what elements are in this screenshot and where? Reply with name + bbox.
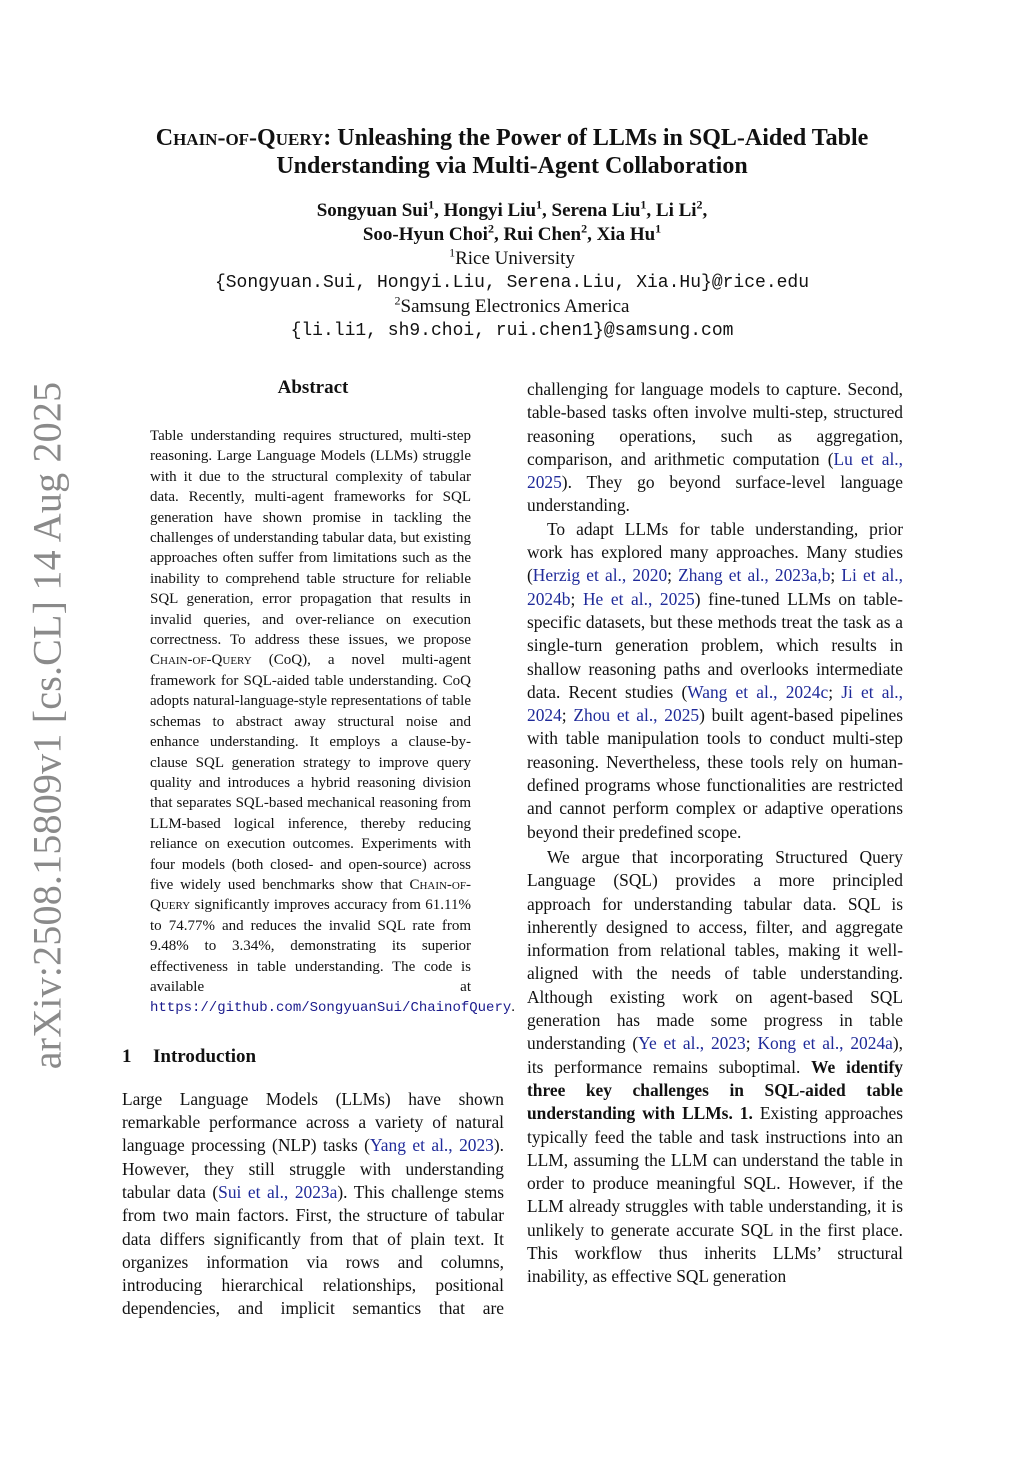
citation-link[interactable]: Li et al., 2024b [527, 565, 903, 609]
method-name: Chain-of-Query [150, 876, 471, 914]
text-segment: Large Language Models (LLMs) have shown remarkable performance across a variety of natural language processing (NLP) tasks ( [122, 1088, 504, 1156]
citation-link[interactable]: Ji et al., 2024 [527, 681, 903, 726]
affiliation-mark: 1 [428, 197, 435, 212]
title-method-name: Chain-of-Query [155, 125, 324, 151]
author-name: , Serena Liu [542, 200, 641, 221]
text-segment: We argue that incorporating Structured Query Language (SQL) provides a more principled approach for understanding tabular data. SQL is inherently designed to access, filter, and aggregate information from relational tables, making it well-aligned with the needs of table understanding. Although existing work on agent-based SQL generation has made some progress in table understanding ( [527, 846, 903, 1054]
text-segment: ; [830, 565, 842, 586]
affiliation-mark: 1 [640, 197, 647, 212]
affiliation-name: Samsung Electronics America [400, 296, 630, 317]
text-segment: ; [828, 681, 842, 702]
affiliation-mark: 1 [536, 197, 543, 212]
affiliation-mark: 2 [581, 221, 588, 236]
title-line2: Understanding via Multi-Agent Collaboration [276, 153, 748, 179]
author-names [110, 223, 914, 247]
section-number: 1 [122, 1045, 132, 1067]
text-segment: ; [745, 1033, 758, 1054]
text-segment: To adapt LLMs for table understanding, prior work has explored many approaches. Many studies ( [527, 518, 903, 586]
citation-link[interactable]: Herzig et al., 2020 [532, 565, 668, 586]
text-segment: ; [667, 565, 679, 586]
text-segment: ), its performance remains suboptimal. [527, 1033, 904, 1077]
text-segment: Existing approaches typically feed the table and task instructions into an LLM, assuming the LLM can understand the table in order to produce meaningful SQL. However, if the LLM already struggles with table understanding, it is unlikely to generate accurate SQL in the first place. This workflow thus inherits LLMs’ structural inability, as effective SQL generation [527, 1103, 904, 1287]
author-names [110, 199, 914, 223]
citation-link[interactable]: Zhang et al., 2023a,b [678, 565, 831, 586]
citation-link[interactable]: Zhou et al., 2025 [573, 705, 700, 726]
author-separator: , [702, 200, 708, 221]
text-segment: ). This challenge stems from two main factors. First, the structure of tabular data differs significantly from that of plain text. It organizes information via rows and columns, introducing hierarchical relationships, positional dependencies, and implicit semantics that are [122, 1181, 504, 1319]
arxiv-identifier [24, 381, 70, 1069]
section-title: Introduction [153, 1045, 257, 1067]
author-name: , Xia Hu [587, 224, 656, 245]
affiliation-name: Rice University [455, 248, 575, 269]
author-block [110, 199, 914, 343]
key-challenges-emphasis: We identify three key challenges in SQL-aided table understanding with LLMs. 1. [527, 1056, 903, 1124]
author-name: Songyuan Sui [316, 200, 429, 221]
citation-link[interactable]: Lu et al., 2025 [527, 448, 903, 493]
intro-paragraph-3 [527, 846, 903, 1289]
intro-paragraph-1-continued [527, 378, 903, 518]
email-2: {li.li1, sh9.choi, rui.chen1}@samsung.com [290, 321, 734, 341]
citation-link[interactable]: Yang et al., 2023 [369, 1135, 494, 1156]
citation-link[interactable]: He et al., 2025 [582, 588, 695, 609]
affiliation-mark: 2 [696, 197, 703, 212]
text-segment: ). They go beyond surface-level language understanding. [527, 472, 903, 516]
citation-link[interactable]: Sui et al., 2023a [218, 1181, 338, 1202]
citation-link[interactable]: Wang et al., 2024c [687, 681, 829, 702]
author-name: , Hongyi Liu [434, 200, 537, 221]
method-name: Chain-of-Query [150, 652, 252, 669]
affiliation-mark: 1 [655, 221, 662, 236]
right-column-content [527, 378, 903, 1289]
citation-link[interactable]: Kong et al., 2024a [757, 1033, 893, 1054]
email-1: {Songyuan.Sui, Hongyi.Liu, Serena.Liu, Xia.Hu}@rice.edu [214, 273, 810, 293]
abstract-segment: . [511, 999, 516, 1016]
text-segment: ; [561, 705, 574, 726]
title-line1: : Unleashing the Power of LLMs in SQL-Aided Table [323, 125, 869, 151]
affiliation-mark: 2 [394, 293, 401, 308]
code-link[interactable]: https://github.com/SongyuanSui/ChainofQuery [150, 1000, 512, 1017]
abstract-text [150, 426, 516, 1019]
text-segment: ). However, they still struggle with understanding tabular data ( [122, 1135, 504, 1202]
abstract-heading: Abstract [277, 377, 349, 398]
intro-paragraph-1 [122, 1088, 504, 1321]
abstract-segment: significantly improves accuracy from 61.11% to 74.77% and reduces the invalid SQL rate from 9.48% to 3.34%, demonstrating its superior effectiveness in table understanding. The code is available at [150, 897, 471, 995]
affiliation-1 [110, 247, 914, 271]
text-segment: challenging for language models to capture. Second, table-based tasks often involve multi-step, structured reasoning operations, such as aggregation, comparison, and arithmetic computation ( [527, 379, 903, 469]
intro-paragraph-2 [527, 518, 903, 844]
affiliation-mark: 1 [449, 245, 456, 260]
text-segment: ) fine-tuned LLMs on table-specific datasets, but these methods treat the task as a single-turn generation problem, which results in shallow reasoning paths and overlooks intermediate data. Recent studies ( [527, 588, 903, 702]
left-column [122, 376, 516, 1321]
paper-title [110, 124, 914, 180]
section-heading [122, 1045, 504, 1069]
arxiv-id-text: arXiv:2508.15809v1 [cs.CL] 14 Aug 2025 [24, 381, 70, 1069]
author-name: , Li Li [646, 200, 697, 221]
text-segment: ; [570, 588, 583, 609]
abstract-segment: (CoQ), a novel multi-agent framework for SQL-aided table understanding. CoQ adopts natural-language-style representations of table schemas to abstract away structural noise and enhance understanding. It employs a clause-by-clause SQL generation strategy to improve query quality and introduces a hybrid reasoning division that separates SQL-based mechanical reasoning from LLM-based logical inference, thereby reducing reliance on execution outcomes. Experiments with four models (both closed- and open-source) across five widely used benchmarks show that [150, 652, 471, 893]
author-name: , Rui Chen [493, 224, 582, 245]
author-name: Soo-Hyun Choi [362, 224, 488, 245]
abstract-segment: Table understanding requires structured, multi-step reasoning. Large Language Models (LLMs) struggle with it due to the structural complexity of tabular data. Recently, multi-agent frameworks for SQL generation have shown promise in tackling the challenges of understanding tabular data, but existing approaches often suffer from limitations such as the inability to comprehend table structure for reliable SQL generation, error propagation that results in invalid queries, and over-reliance on execution correctness. To address these issues, we propose [150, 428, 471, 649]
text-segment: ) built agent-based pipelines with table manipulation tools to conduct multi-step reasoning. Nevertheless, these tools rely on human-defined programs whose functionalities are restricted and cannot perform complex or adaptive operations beyond their predefined scope. [527, 705, 903, 842]
citation-link[interactable]: Ye et al., 2023 [638, 1033, 746, 1054]
affiliation-mark: 2 [487, 221, 494, 236]
affiliation-2 [110, 295, 914, 319]
